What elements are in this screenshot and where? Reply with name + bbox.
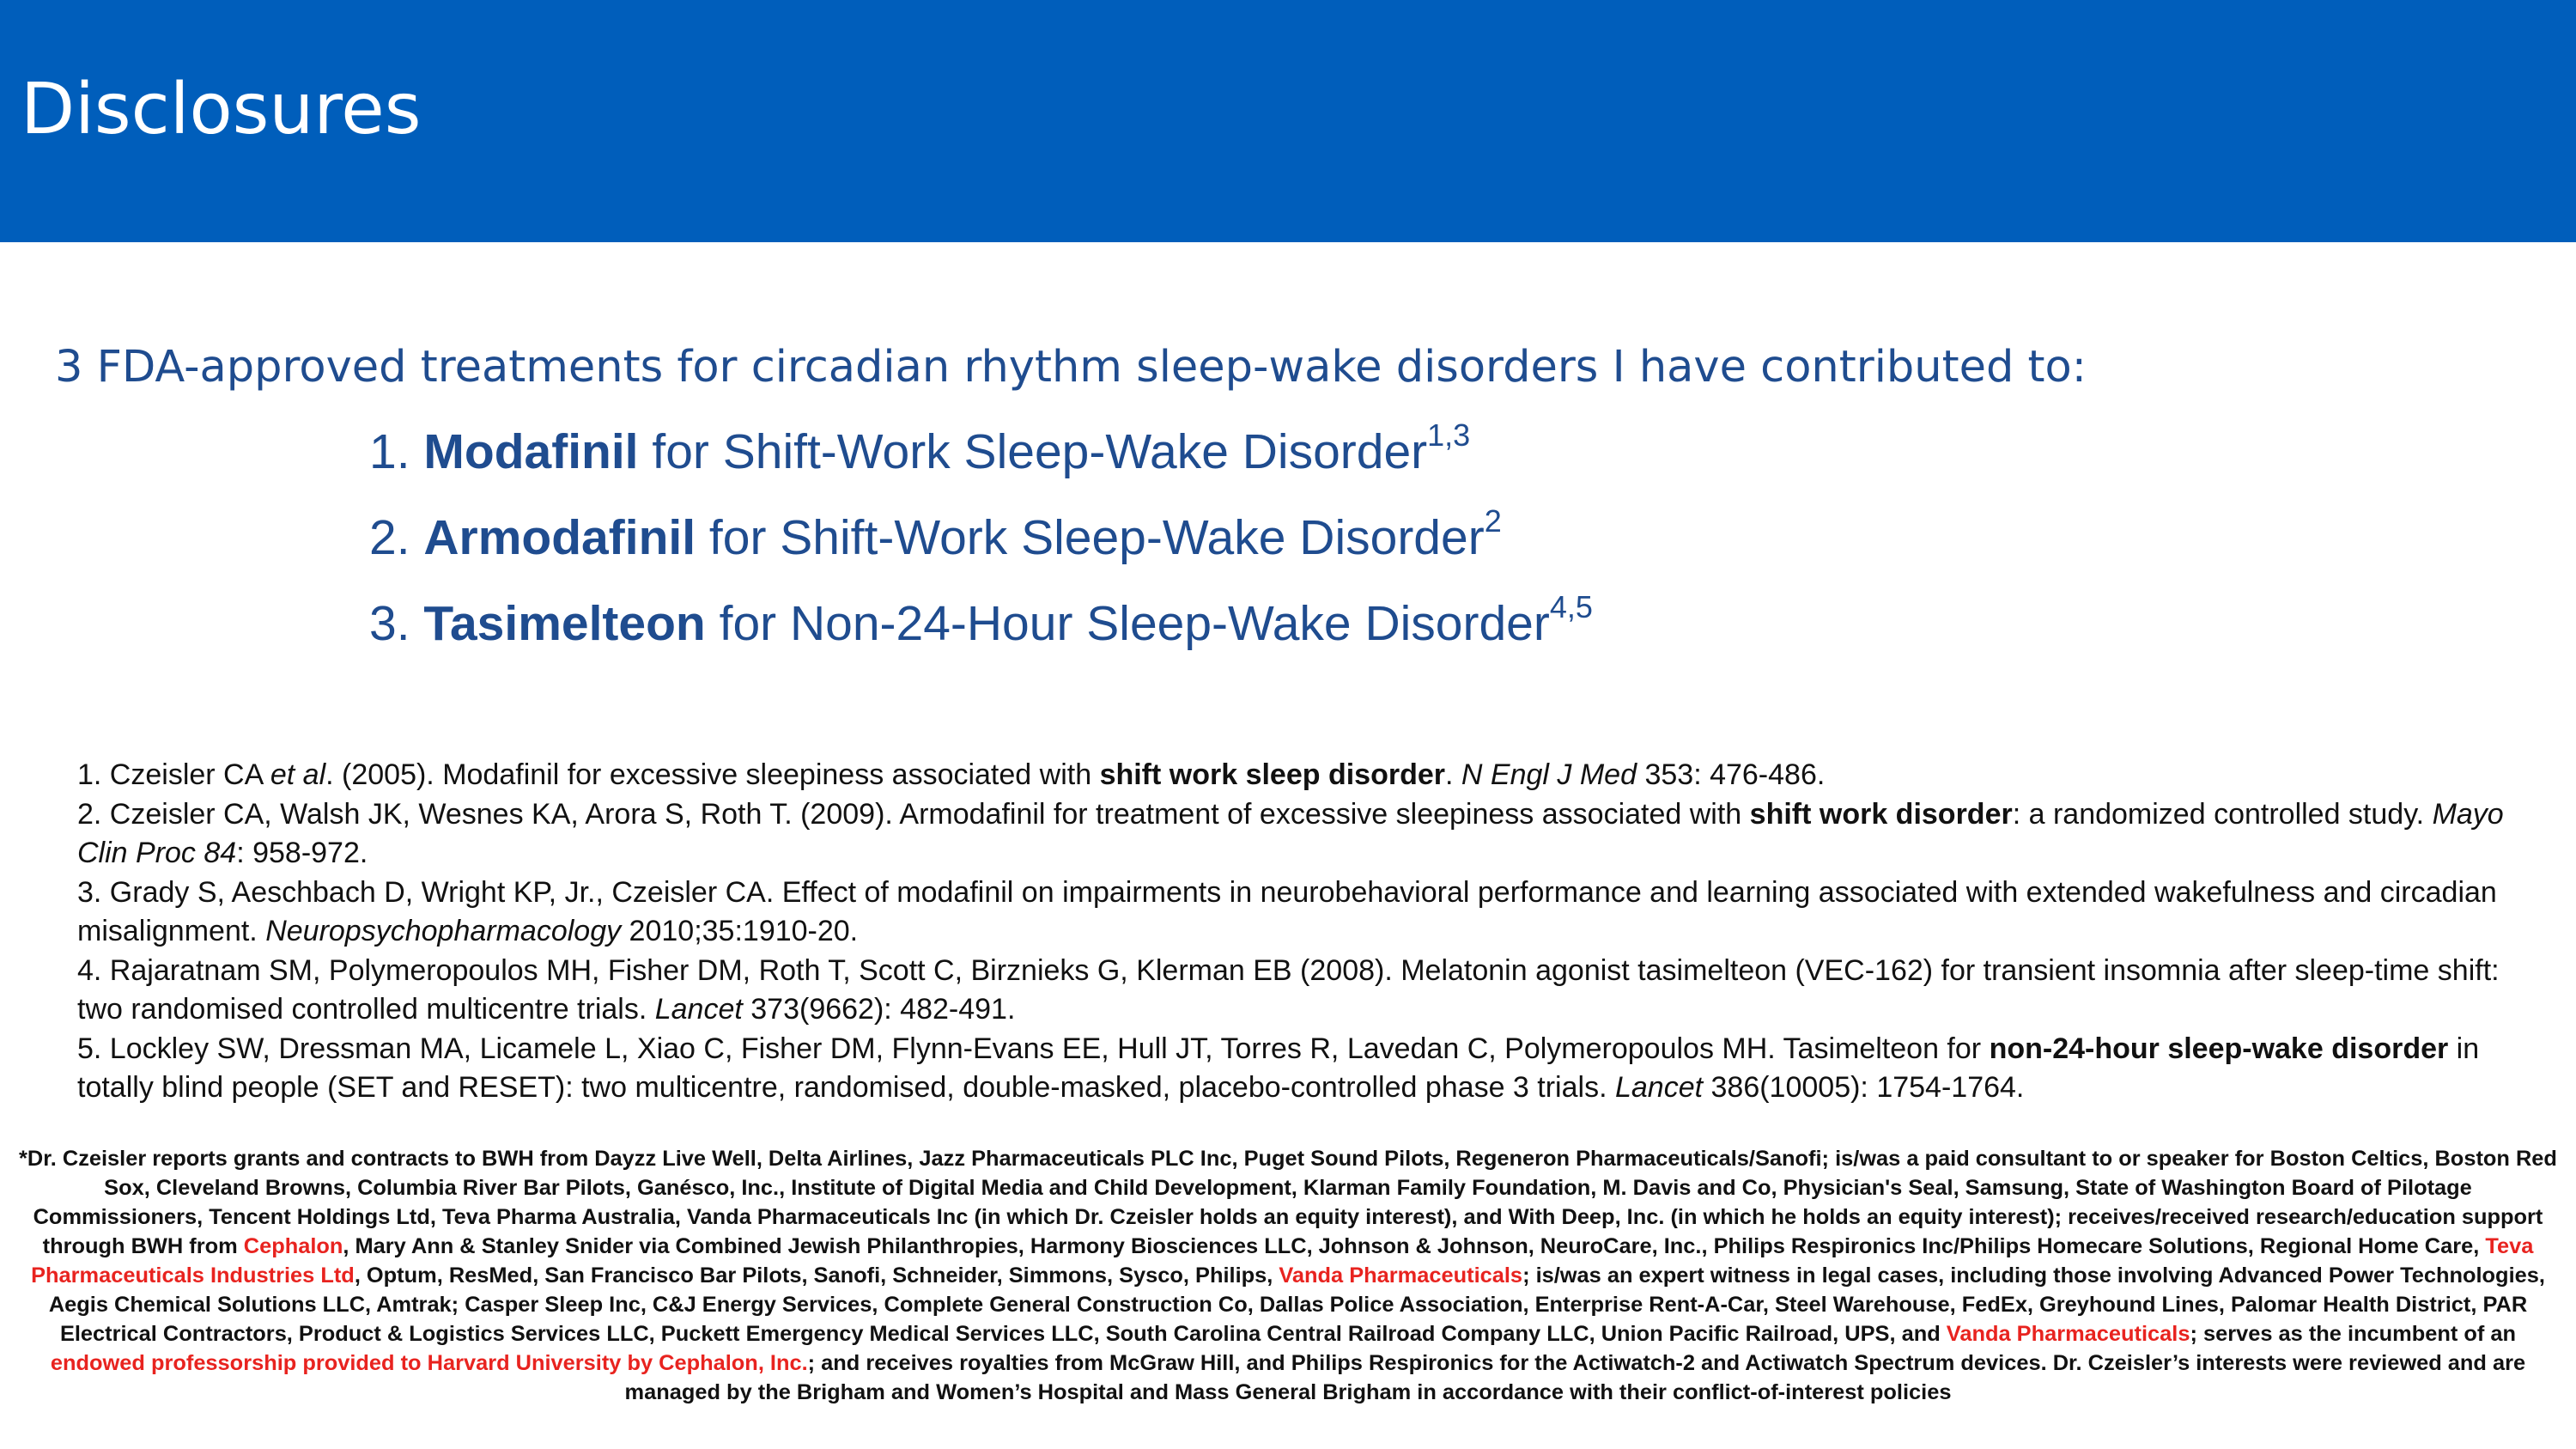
title-bar	[0, 0, 2576, 242]
indication: for Non-24-Hour Sleep-Wake Disorder	[719, 596, 1550, 651]
drug-name: Tasimelteon	[423, 596, 706, 651]
reference-item: 3. Grady S, Aeschbach D, Wright KP, Jr., Czeisler CA. Effect of modafinil on impairments in neurobehavioral performance and learning associated with extended wakefulness and circadian misalignment. Neuropsychopharmacology 2010;35:1910-20.	[77, 875, 2497, 947]
reference-list	[77, 756, 2533, 1108]
drug-name: Modafinil	[423, 424, 639, 479]
indication: for Shift-Work Sleep-Wake Disorder	[708, 510, 1485, 565]
reference-item: 2. Czeisler CA, Walsh JK, Wesnes KA, Arora S, Roth T. (2009). Armodafinil for treatment of excessive sleepiness associated with shift work disorder: a randomized controlled study. Mayo Clin Proc 84: 958-972.	[77, 797, 2504, 869]
highlighted-sponsor: Vanda Pharmaceuticals	[1279, 1263, 1523, 1288]
reference-superscript: 2	[1484, 503, 1502, 539]
highlighted-sponsor: Cephalon	[243, 1234, 343, 1258]
treatment-list	[369, 409, 1593, 667]
reference-item: 5. Lockley SW, Dressman MA, Licamele L, Xiao C, Fisher DM, Flynn-Evans EE, Hull JT, Torres R, Lavedan C, Polymeropoulos MH. Tasimelteon for non-24-hour sleep-wake disorder in totally blind people (SET and RESET): two multicentre, randomised, double-masked, placebo-controlled phase 3 trials. Lancet 386(10005): 1754-1764.	[77, 1032, 2480, 1104]
treatment-number: 2.	[369, 510, 410, 565]
highlighted-sponsor: Teva Pharmaceuticals Industries Ltd	[31, 1234, 2534, 1288]
treatment-item	[369, 581, 1593, 667]
reference-superscript: 1,3	[1427, 417, 1471, 453]
highlighted-sponsor: endowed professorship provided to Harvard University by Cephalon, Inc.	[50, 1351, 808, 1375]
treatment-number: 3.	[369, 596, 410, 651]
drug-name: Armodafinil	[423, 510, 696, 565]
treatment-item	[369, 409, 1593, 495]
treatment-item	[369, 495, 1593, 581]
conflict-of-interest-disclosure: *Dr. Czeisler reports grants and contracts to BWH from Dayzz Live Well, Delta Airlines, Jazz Pharmaceuticals PLC Inc, Puget Sound Pilots, Regeneron Pharmaceuticals/Sanofi; is/was a paid consultant to or speaker for Boston Celtics, Boston Red Sox, Cleveland Browns, Columbia River Bar Pilots, Ganésco, Inc., Institute of Digital Media and Child Development, Klarman Family Foundation, M. Davis and Co, Physician's Seal, Samsung, State of Washington Board of Pilotage Commissioners, Tencent Holdings Ltd, Teva Pharma Australia, Vanda Pharmaceuticals Inc (in which Dr. Czeisler holds an equity interest), and With Deep, Inc. (in which he holds an equity interest); receives/received research/education support through BWH from Cephalon, Mary Ann & Stanley Snider via Combined Jewish Philanthropies, Harmony Biosciences LLC, Johnson & Johnson, NeuroCare, Inc., Philips Respironics Inc/Philips Homecare Solutions, Regional Home Care, Teva Pharmaceuticals Industries Ltd, Optum, ResMed, San Francisco Bar Pilots, Sanofi, Schneider, Simmons, Sysco, Philips, Vanda Pharmaceuticals; is/was an expert witness in legal cases, including those involving Advanced Power Technologies, Aegis Chemical Solutions LLC, Amtrak; Casper Sleep Inc, C&J Energy Services, Complete General Construction Co, Dallas Police Association, Enterprise Rent-A-Car, Steel Warehouse, FedEx, Greyhound Lines, Palomar Health District, PAR Electrical Contractors, Product & Logistics Services LLC, Puckett Emergency Medical Services LLC, South Carolina Central Railroad Company LLC, Union Pacific Railroad, UPS, and Vanda Pharmaceuticals; serves as the incumbent of an endowed professorship provided to Harvard University by Cephalon, Inc.; and receives royalties from McGraw Hill, and Philips Respironics for the Actiwatch-2 and Actiwatch Spectrum devices. Dr. Czeisler’s interests were reviewed and are managed by the Brigham and Women’s Hospital and Mass General Brigham in accordance with their conflict-of-interest policies	[19, 1147, 2557, 1404]
reference-item: 1. Czeisler CA et al. (2005). Modafinil for excessive sleepiness associated with shift work sleep disorder. N Engl J Med 353: 476-486.	[77, 758, 1826, 791]
page-title: Disclosures	[21, 69, 422, 150]
reference-superscript: 4,5	[1549, 589, 1593, 624]
intro-heading: 3 FDA-approved treatments for circadian rhythm sleep-wake disorders I have contributed to:	[55, 342, 2087, 393]
highlighted-sponsor: Vanda Pharmaceuticals	[1946, 1322, 2190, 1346]
indication: for Shift-Work Sleep-Wake Disorder	[652, 424, 1428, 479]
treatment-number: 1.	[369, 424, 410, 479]
reference-item: 4. Rajaratnam SM, Polymeropoulos MH, Fisher DM, Roth T, Scott C, Birznieks G, Klerman EB (2008). Melatonin agonist tasimelteon (VEC-162) for transient insomnia after sleep-time shift: two randomised controlled multicentre trials. Lancet 373(9662): 482-491.	[77, 953, 2500, 1026]
